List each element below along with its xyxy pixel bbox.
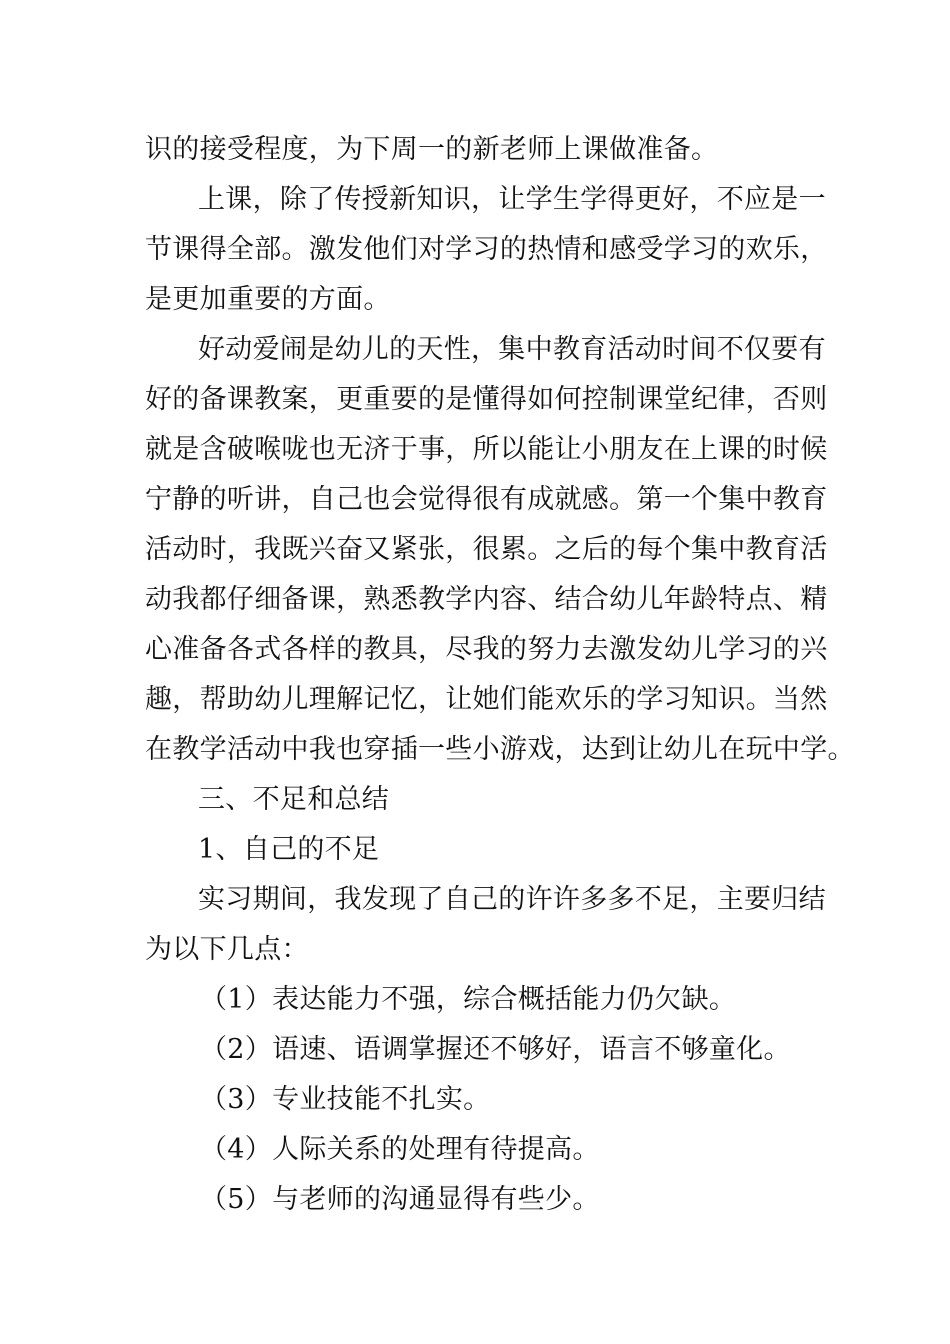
- list-item: （1）表达能力不强，综合概括能力仍欠缺。: [200, 984, 737, 1015]
- subsection-heading: 1、自己的不足: [198, 834, 380, 865]
- section-heading: 三、不足和总结: [198, 784, 390, 815]
- list-item: （3）专业技能不扎实。: [200, 1084, 491, 1115]
- text-line: 节课得全部。激发他们对学习的热情和感受学习的欢乐，: [145, 234, 828, 265]
- text-line: 为以下几点：: [145, 934, 309, 965]
- text-line: 在教学活动中我也穿插一些小游戏，达到让幼儿在玩中学。: [145, 734, 855, 765]
- text-line: 识的接受程度，为下周一的新老师上课做准备。: [145, 134, 719, 165]
- text-line: 好的备课教案，更重要的是懂得如何控制课堂纪律，否则: [145, 384, 828, 415]
- text-line: 宁静的听讲，自己也会觉得很有成就感。第一个集中教育: [145, 484, 828, 515]
- list-item: （5）与老师的沟通显得有些少。: [200, 1184, 600, 1215]
- text-line: 动我都仔细备课，熟悉教学内容、结合幼儿年龄特点、精: [145, 584, 828, 615]
- text-line: 活动时，我既兴奋又紧张，很累。之后的每个集中教育活: [145, 534, 828, 565]
- list-item: （2）语速、语调掌握还不够好，语言不够童化。: [200, 1034, 791, 1065]
- text-line: 趣，帮助幼儿理解记忆，让她们能欢乐的学习知识。当然: [145, 684, 828, 715]
- paragraph-start-line: 上课，除了传授新知识，让学生学得更好，不应是一: [198, 184, 826, 215]
- paragraph-start-line: 好动爱闹是幼儿的天性，集中教育活动时间不仅要有: [198, 334, 826, 365]
- text-line: 心准备各式各样的教具，尽我的努力去激发幼儿学习的兴: [145, 634, 828, 665]
- text-line: 是更加重要的方面。: [145, 284, 391, 315]
- list-item: （4）人际关系的处理有待提高。: [200, 1134, 600, 1165]
- paragraph-start-line: 实习期间，我发现了自己的许许多多不足，主要归结: [198, 884, 826, 915]
- text-line: 就是含破喉咙也无济于事，所以能让小朋友在上课的时候: [145, 434, 828, 465]
